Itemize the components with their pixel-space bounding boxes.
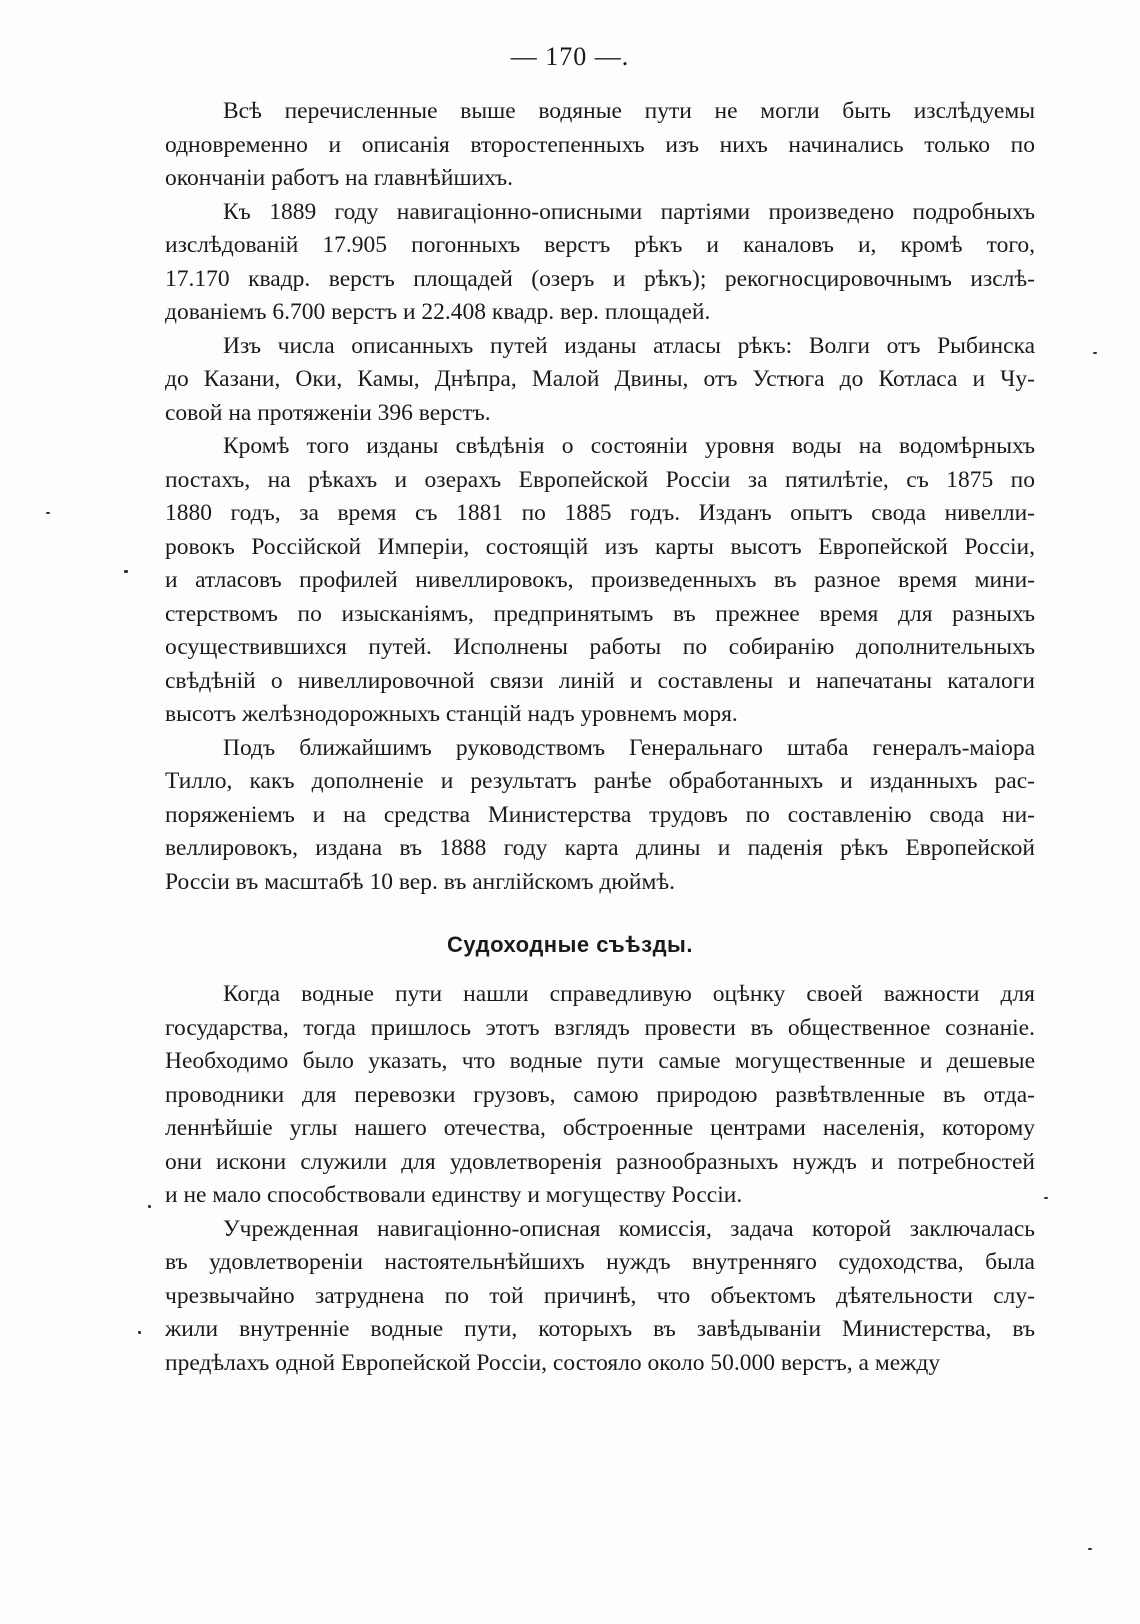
text-line: постахъ, на рѣкахъ и озерахъ Европейской Россіи за пятилѣтіе, съ 1875 по [165, 466, 1035, 493]
text-line: Россіи въ масштабѣ 10 вер. въ англійскомъ дюймѣ. [165, 868, 675, 895]
text-line: дованіемъ 6.700 верстъ и 22.408 квадр. вер. площадей. [165, 299, 711, 325]
text-line: въ удовлетвореніи настоятельнѣйшихъ нуждъ внутренняго судоходства, была [165, 1249, 1035, 1275]
text-line: Учрежденная навигаціонно-описная комиссія, задача которой заключалась [223, 1215, 1035, 1242]
text-line: 1880 годъ, за время съ 1881 по 1885 годъ. Изданъ опытъ свода нивелли- [165, 500, 1035, 526]
text-line: проводники для перевозки грузовъ, самою природою развѣтвленные въ отда- [165, 1081, 1035, 1108]
scan-speck [124, 570, 128, 573]
text-line: Къ 1889 году навигаціонно-описными партіями произведено подробныхъ [223, 198, 1035, 225]
text-line: свѣдѣній о нивеллировочной связи линій и составлены и напечатаны каталоги [165, 667, 1035, 694]
text-line: одновременно и описанія второстепенныхъ изъ нихъ начинались только по [165, 131, 1035, 158]
text-line: они искони служили для удовлетворенія разнообразныхъ нуждъ и потребностей [165, 1148, 1035, 1175]
scan-speck [1093, 352, 1097, 354]
text-line: окончаніи работъ на главнѣйшихъ. [165, 165, 514, 191]
scan-speck [1044, 1197, 1048, 1199]
text-line: поряженіемъ и на средства Министерства трудовъ по составленію свода ни- [165, 801, 1035, 828]
text-line: чрезвычайно затруднена по той причинѣ, что объектомъ дѣятельности слу- [165, 1282, 1035, 1309]
paragraph [165, 1213, 1035, 1381]
text-line: леннѣйшіе углы нашего отечества, обстроенные центрами населенія, которому [165, 1115, 1035, 1141]
scan-speck [138, 1331, 141, 1334]
text-line: Подъ ближайшимъ руководствомъ Генеральнаго штаба генералъ-маіора [223, 734, 1035, 761]
text-line: стерствомъ по изысканіямъ, предпринятымъ въ прежнее время для разныхъ [165, 600, 1035, 627]
text-line: предѣлахъ одной Европейской Россіи, состояло около 50.000 верстъ, а между [165, 1349, 941, 1376]
text-line: Изъ числа описанныхъ путей изданы атласы рѣкъ: Волги отъ Рыбинска [223, 332, 1035, 359]
text-line: Когда водные пути нашли справедливую оцѣнку своей важности для [223, 981, 1035, 1007]
paragraph [165, 732, 1035, 900]
text-line: и атласовъ профилей нивеллировокъ, произведенныхъ въ разное время мини- [165, 567, 1035, 593]
section-2-body [165, 978, 1035, 1380]
scan-speck [46, 512, 50, 514]
text-line: Необходимо было указать, что водные пути самые могущественные и дешевые [165, 1048, 1035, 1074]
section-heading: Судоходные съѣзды. [447, 932, 693, 957]
text-line: и не мало способствовали единству и могуществу Россіи. [165, 1182, 743, 1208]
paragraph [165, 330, 1035, 431]
text-line: осуществившихся путей. Исполнены работы по собиранію дополнительныхъ [165, 634, 1035, 660]
text-line: высотъ желѣзнодорожныхъ станцій надъ уровнемъ моря. [165, 701, 738, 727]
text-line: совой на протяженіи 396 верстъ. [165, 399, 491, 426]
paragraph [165, 95, 1035, 196]
text-line: 17.170 квадр. верстъ площадей (озеръ и рѣкъ); рекогносцировочнымъ изслѣ- [165, 265, 1035, 292]
section-1-body [165, 95, 1035, 899]
text-line: изслѣдованій 17.905 погонныхъ верстъ рѣкъ и каналовъ и, кромѣ того, [165, 232, 1035, 258]
text-line: ровокъ Россійской Имперіи, состоящій изъ карты высотъ Европейской Россіи, [165, 533, 1035, 560]
page-number: — 170 —. [510, 42, 630, 71]
text-line: Кромѣ того изданы свѣдѣнія о состояніи уровня воды на водомѣрныхъ [223, 433, 1035, 459]
text-line: Тилло, какъ дополненіе и результатъ ранѣе обработанныхъ и изданныхъ рас- [165, 768, 1035, 794]
text-line: до Казани, Оки, Камы, Днѣпра, Малой Двины, отъ Устюга до Котласа и Чу- [165, 366, 1035, 392]
text-line: Всѣ перечисленные выше водяные пути не могли быть изслѣдуемы [223, 98, 1035, 124]
paragraph [165, 196, 1035, 330]
paragraph [165, 430, 1035, 732]
text-line: жили внутренніе водные пути, которыхъ въ завѣдываніи Министерства, въ [165, 1316, 1035, 1342]
scan-speck [148, 1205, 151, 1208]
text-line: веллировокъ, издана въ 1888 году карта длины и паденія рѣкъ Европейской [165, 835, 1035, 861]
scan-speck [1088, 1548, 1092, 1550]
paragraph [165, 978, 1035, 1213]
text-line: государства, тогда пришлось этотъ взглядъ провести въ общественное сознаніе. [165, 1014, 1035, 1041]
